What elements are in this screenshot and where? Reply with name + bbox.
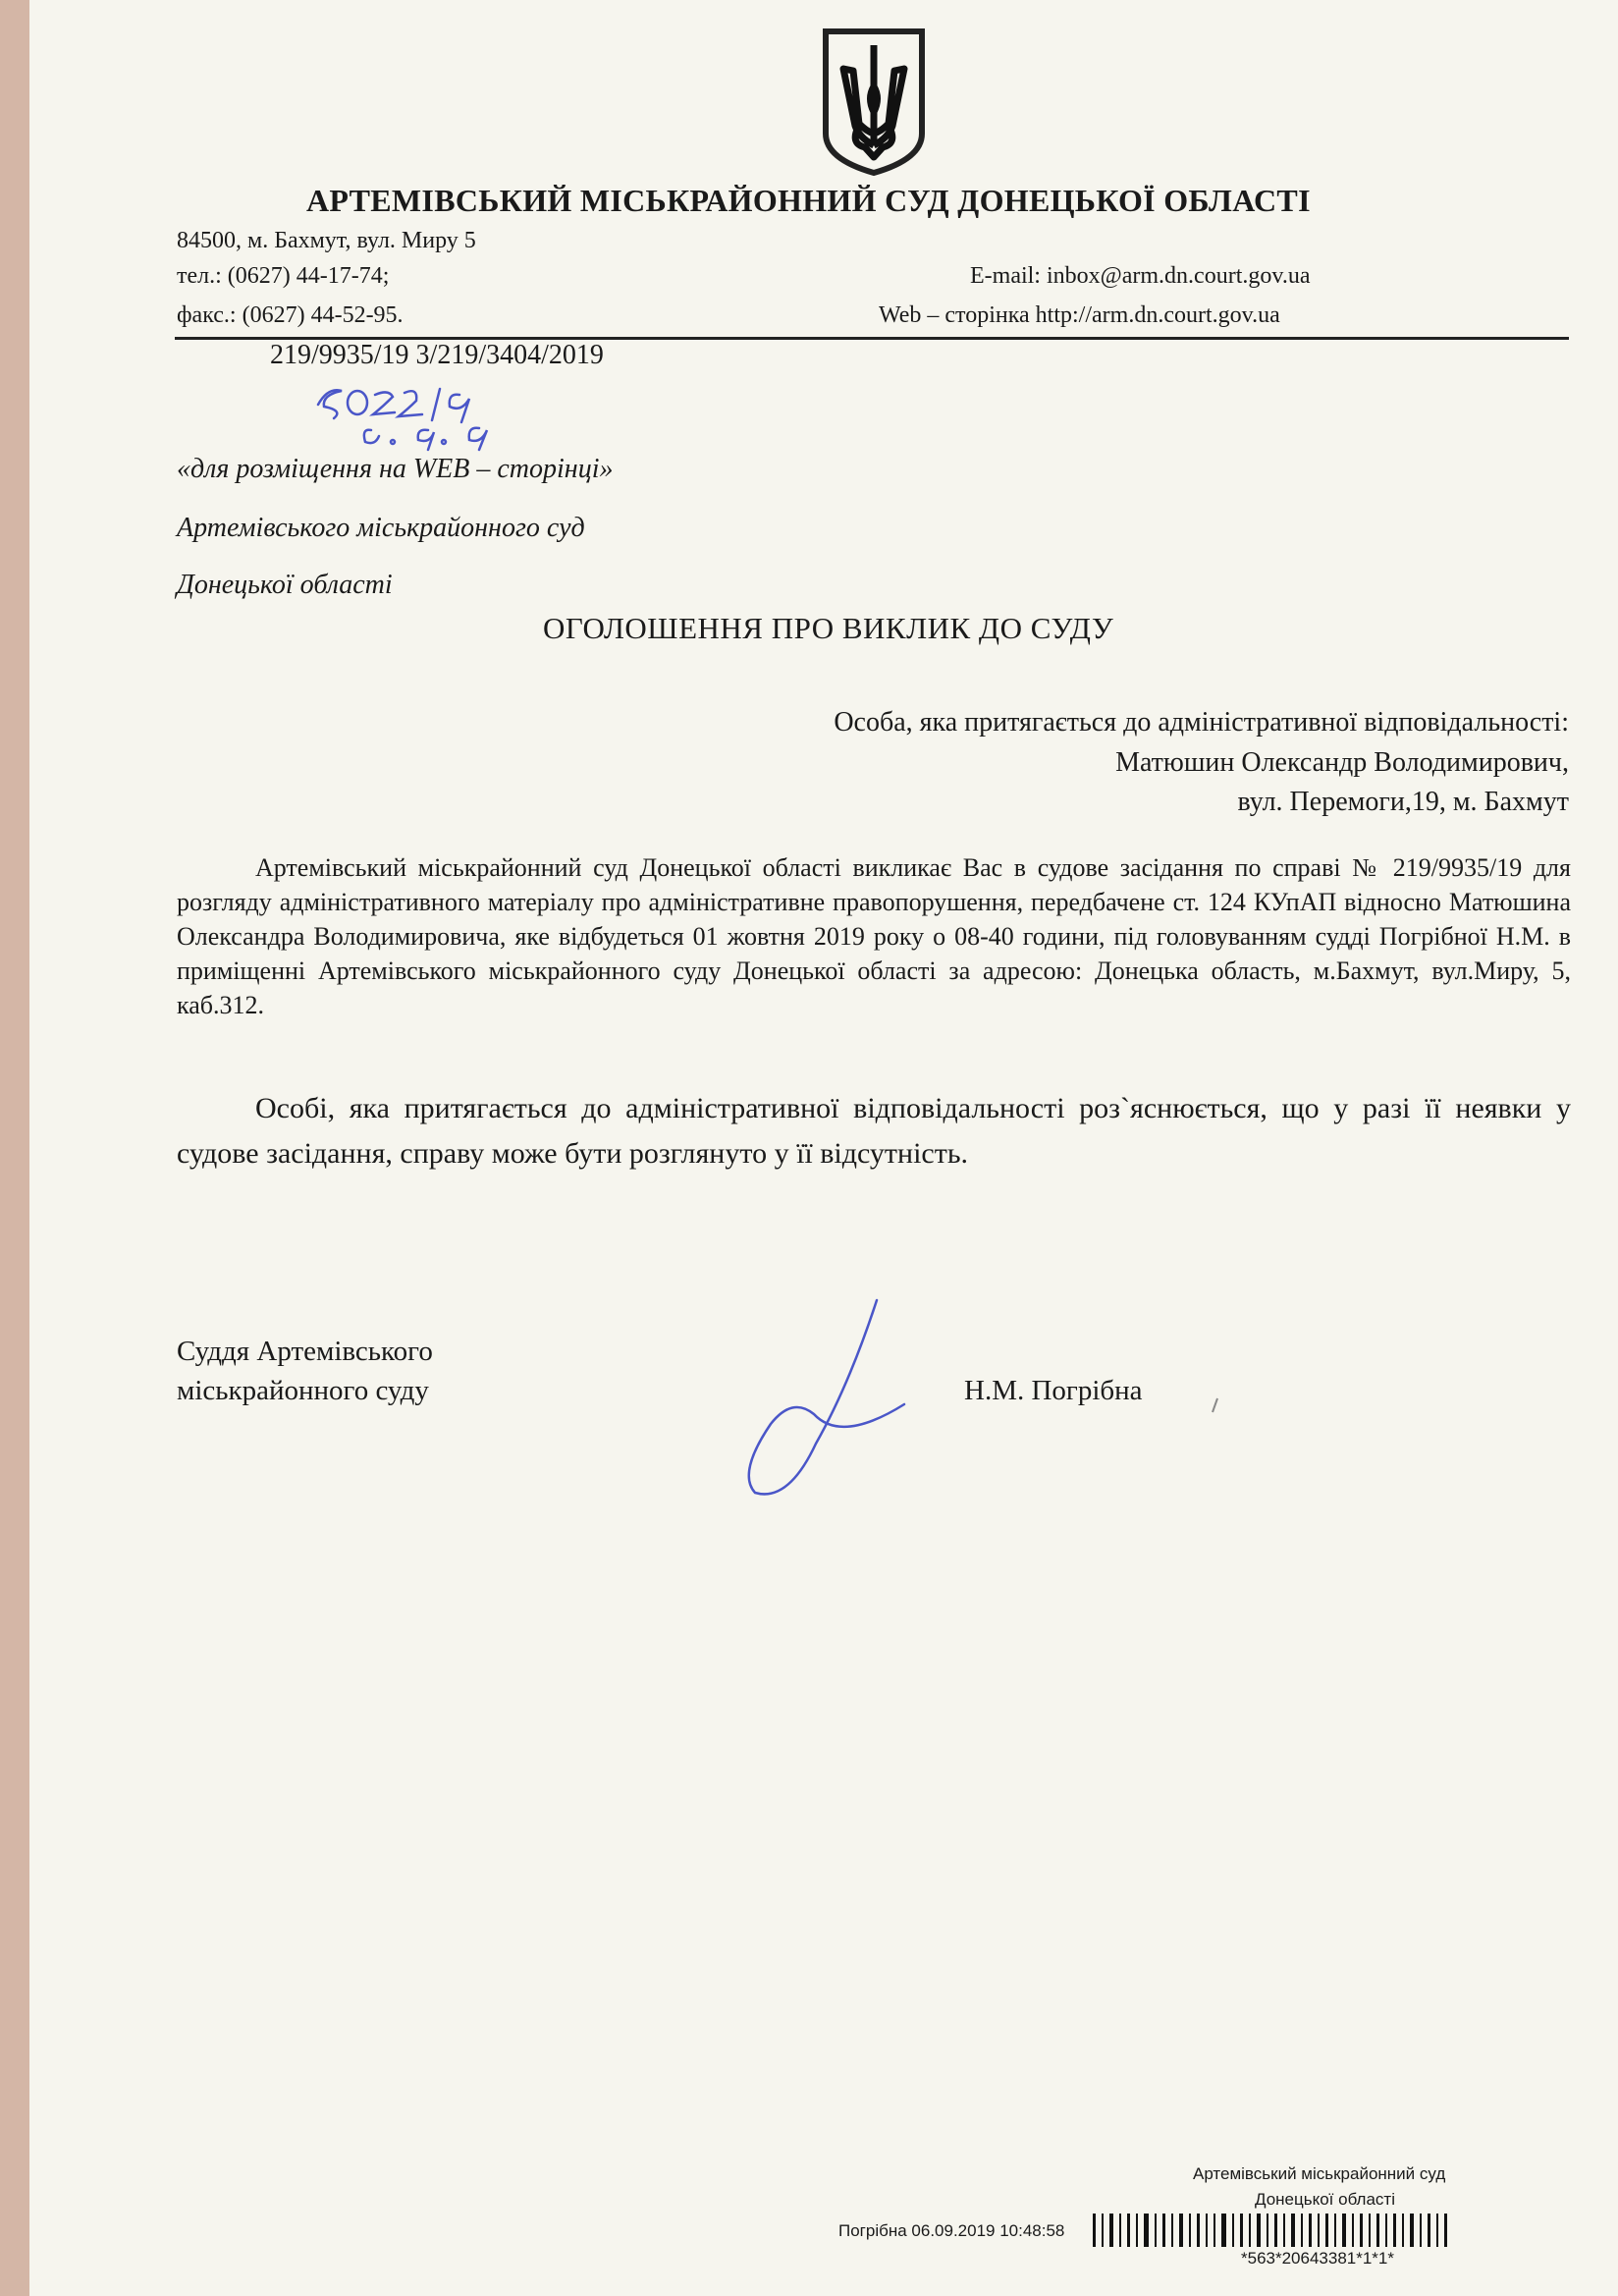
court-web: Web – сторінка http://arm.dn.court.gov.ua <box>879 302 1280 328</box>
addressee-line-3: Донецької області <box>177 570 393 600</box>
person-address: вул. Перемоги,19, м. Бахмут <box>1237 787 1569 817</box>
person-label: Особа, яка притягається до адміністративної відповідальності: <box>834 707 1569 738</box>
case-reference: 219/9935/19 3/219/3404/2019 <box>270 340 604 370</box>
barcode <box>1093 2214 1453 2247</box>
court-address: 84500, м. Бахмут, вул. Миру 5 <box>177 228 476 253</box>
handwritten-registration-mark <box>314 373 589 452</box>
footer-court-line-1: Артемівський міськрайонний суд <box>1193 2164 1446 2183</box>
person-name: Матюшин Олександр Володимирович, <box>1115 747 1569 778</box>
court-phone: тел.: (0627) 44-17-74; <box>177 263 390 289</box>
court-name: АРТЕМІВСЬКИЙ МІСЬКРАЙОННИЙ СУД ДОНЕЦЬКОЇ ОБЛАСТІ <box>306 183 1311 218</box>
barcode-text: *563*20643381*1*1* <box>1241 2249 1394 2268</box>
notice-paragraph-2: Особі, яка притягається до адміністративної відповідальності роз`яснюється, що у разі її неявки у судове засідання, справу може бути розглянуто у її відсутність. <box>177 1092 1571 1170</box>
coat-of-arms-icon <box>820 27 928 177</box>
court-fax: факс.: (0627) 44-52-95. <box>177 302 404 328</box>
court-email: E-mail: inbox@arm.dn.court.gov.ua <box>970 263 1311 289</box>
footer-stamp: Погрібна 06.09.2019 10:48:58 <box>838 2221 1065 2240</box>
pencil-mark-icon <box>1210 1396 1219 1414</box>
signature-icon <box>731 1296 928 1512</box>
judge-title-line-1: Суддя Артемівського <box>177 1336 433 1367</box>
judge-name: Н.М. Погрібна <box>964 1375 1143 1406</box>
notice-paragraph-1: Артемівський міськрайонний суд Донецької області викликає Вас в судове засідання по справі № 219/9935/19 для розгляду адміністративного матеріалу про адміністративне правопорушення, передбачене ст. 124 КУпАП відносно Матюшина Олександра Володимировича, яке відбудеться 01 жовтня 2019 року о 08-40 години, під головуванням судді Погрібної Н.М. в приміщенні Артемівського міськрайонного суду Донецької області за адресою: Донецька область, м.Бахмут, вул.Миру, 5, каб.312. <box>177 853 1571 1019</box>
judge-title-line-2: міськрайонного суду <box>177 1375 429 1406</box>
footer-court-line-2: Донецької області <box>1255 2190 1395 2209</box>
notice-heading: ОГОЛОШЕННЯ ПРО ВИКЛИК ДО СУДУ <box>543 611 1114 645</box>
addressee-line-1: «для розміщення на WEB – сторінці» <box>177 454 614 484</box>
addressee-line-2: Артемівського міськрайонного суд <box>177 513 585 543</box>
